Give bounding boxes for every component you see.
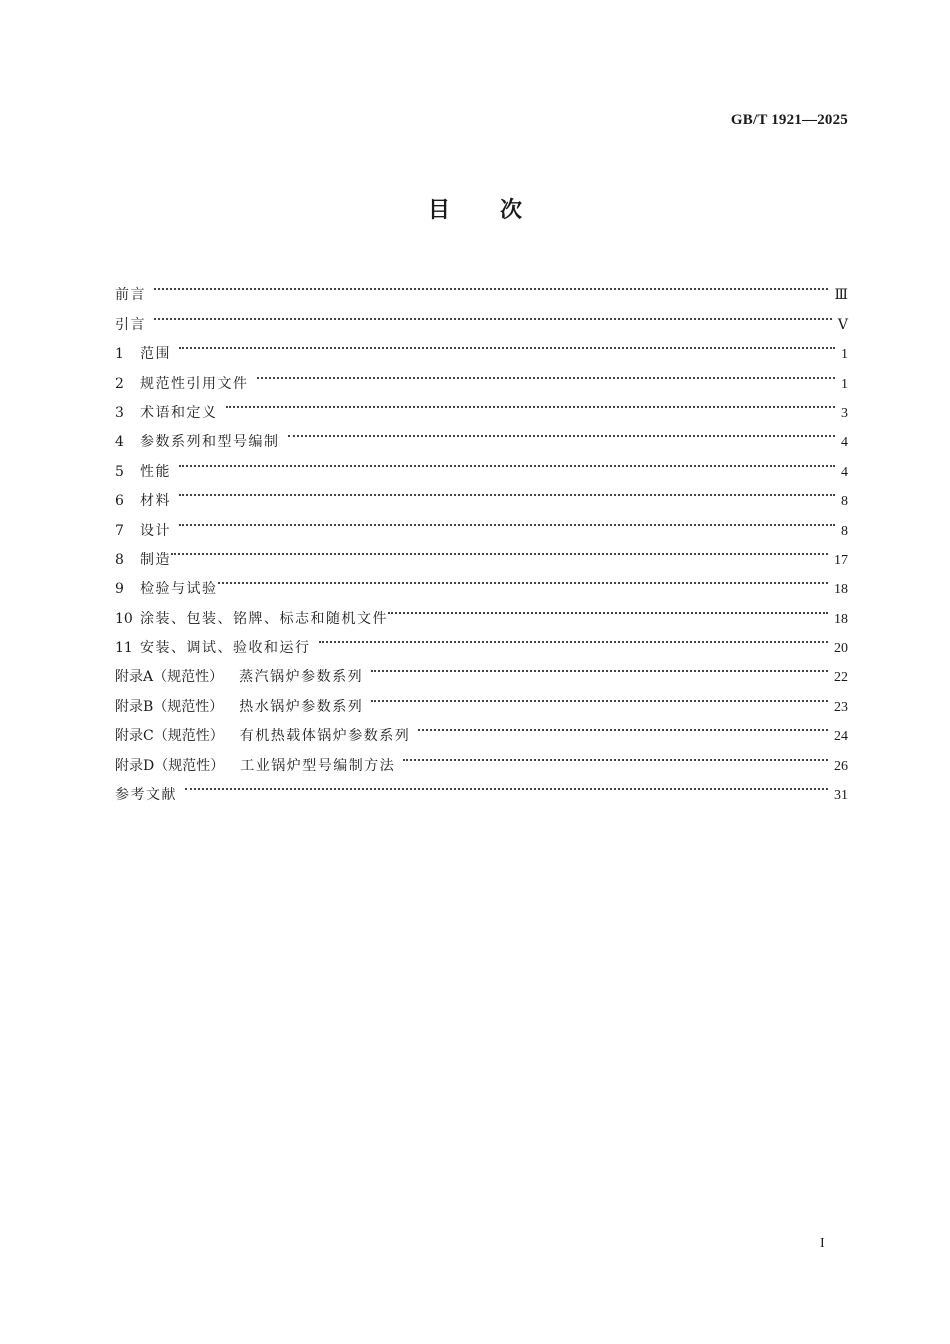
toc-entry-label: 术语和定义 [140,404,218,421]
toc-leader-dots [371,652,828,681]
toc-entry-page: 31 [834,788,848,804]
toc-leader-dots [171,535,828,564]
toc-entry-label: 有机热载体锅炉参数系列 [239,728,411,745]
toc-entry-label: 材料 [140,493,171,510]
toc-entry-annex-c[interactable] [115,711,848,745]
toc-entry-number: 4 [115,434,124,451]
toc-leader-dots [179,329,835,358]
toc-entry-number: 附录B（规范性） [115,698,224,715]
toc-entry-page: 17 [834,552,848,568]
toc-entry-number: 10 [115,610,133,627]
toc-entry-section-4[interactable] [115,417,848,451]
toc-entry-number: 5 [115,463,124,480]
toc-entry-page: 1 [841,347,848,363]
toc-entry-label: 设计 [140,522,171,539]
toc-entry-introduction[interactable] [115,299,848,333]
toc-entry-label: 热水锅炉参数系列 [239,698,364,715]
toc-entry-label: 规范性引用文件 [140,375,249,392]
toc-entry-bibliography[interactable] [115,770,848,804]
toc-entry-page: Ⅲ [834,288,848,304]
toc-leader-dots [319,623,829,652]
toc-entry-section-5[interactable] [115,446,848,480]
toc-entry-page: 4 [841,464,848,480]
toc-entry-label: 安装、调试、验收和运行 [140,640,311,657]
toc-entry-section-10[interactable] [115,593,848,627]
toc-entry-page: 18 [834,611,848,627]
toc-entry-section-9[interactable] [115,564,848,598]
toc-entry-number: 附录C（规范性） [115,728,224,745]
toc-entry-foreword[interactable] [115,270,848,304]
toc-leader-dots [371,681,828,710]
toc-entry-page: 4 [841,435,848,451]
toc-entry-annex-d[interactable] [115,740,848,774]
toc-entry-page: 26 [834,758,848,774]
toc-entry-page: 20 [834,641,848,657]
toc-entry-page: 24 [834,729,848,745]
toc-entry-number: 3 [115,404,124,421]
toc-leader-dots [418,711,828,740]
toc-entry-number: 附录D（规范性） [115,757,225,774]
toc-entry-label: 参数系列和型号编制 [140,434,280,451]
toc-entry-page: 18 [834,582,848,598]
standard-code: GB/T 1921—2025 [730,112,848,128]
toc-entry-label: 性能 [140,463,171,480]
toc-entry-number: 2 [115,375,124,392]
toc-leader-dots [154,299,832,328]
toc-entry-number: 附录A（规范性） [115,669,224,686]
toc-leader-dots [226,388,836,417]
toc-entry-page: 3 [841,405,848,421]
toc-leader-dots [257,358,836,387]
toc-entry-page: 23 [834,699,848,715]
toc-entry-label: 检验与试验 [140,581,218,598]
toc-entry-label: 蒸汽锅炉参数系列 [239,669,364,686]
toc-entry-page: Ⅴ [837,317,848,333]
toc-entry-section-7[interactable] [115,505,848,539]
toc-entry-annex-b[interactable] [115,681,848,715]
page-title: 目次 [427,198,572,223]
toc-entry-number: 1 [115,346,124,363]
toc-entry-label: 范围 [140,346,171,363]
toc-entry-page: 22 [834,670,848,686]
toc-leader-dots [179,446,835,475]
toc-entry-section-6[interactable] [115,476,848,510]
toc-entry-label: 涂装、包装、铭牌、标志和随机文件 [140,610,388,627]
page-number: I [820,1236,825,1251]
toc-leader-dots [218,564,829,593]
toc-entry-section-2[interactable] [115,358,848,392]
toc-entry-label: 工业锅炉型号编制方法 [240,757,396,774]
toc-entry-label: 前言 [115,287,146,304]
toc-leader-dots [179,476,835,505]
toc-entry-page: 8 [841,523,848,539]
toc-entry-label: 参考文献 [115,787,177,804]
toc-entry-section-8[interactable] [115,535,848,568]
toc-entry-section-3[interactable] [115,388,848,421]
toc-entry-page: 1 [841,376,848,392]
toc-leader-dots [185,770,828,799]
toc-entry-label: 制造 [140,551,171,568]
toc-entry-page: 8 [841,494,848,510]
toc-entry-number: 7 [115,522,124,539]
toc-leader-dots [179,505,835,534]
toc-entry-label: 引言 [115,316,146,333]
toc-leader-dots [288,417,836,446]
toc-entry-section-1[interactable] [115,329,848,363]
toc-leader-dots [154,270,828,299]
toc-entry-number: 8 [115,551,124,568]
toc-entry-number: 6 [115,493,124,510]
toc-entry-number: 9 [115,581,124,598]
toc-leader-dots [388,593,828,622]
table-of-contents [115,270,848,804]
toc-leader-dots [403,740,828,769]
toc-entry-number: 11 [115,640,133,657]
